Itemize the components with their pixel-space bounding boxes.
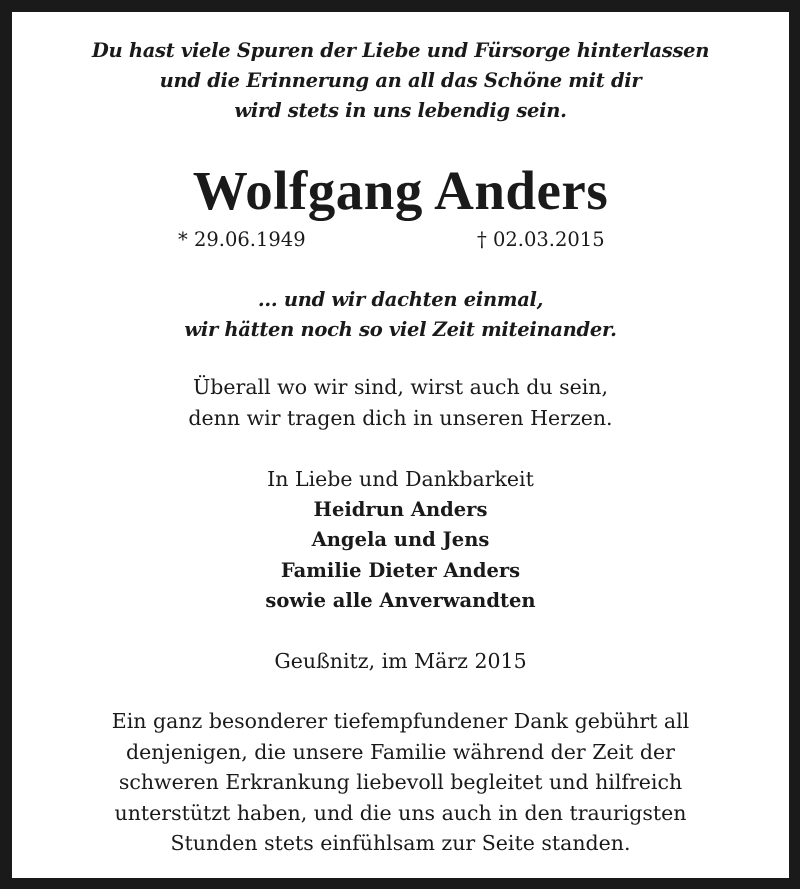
thanks-line: denjenigen, die unsere Familie während der Zeit der: [126, 740, 675, 764]
opening-quote-line-2: und die Erinnerung an all das Schöne mit dir: [159, 69, 642, 92]
death-date: † 02.03.2015: [477, 228, 605, 251]
verse-line-2: denn wir tragen dich in unseren Herzen.: [188, 406, 613, 430]
mourner-name: Angela und Jens: [311, 528, 490, 551]
mourners-intro: In Liebe und Dankbarkeit: [267, 467, 534, 491]
thanks-line: Stunden stets einfühlsam zur Seite standen.: [170, 831, 631, 855]
mourner-name: Familie Dieter Anders: [280, 559, 521, 582]
thanks-line: schweren Erkrankung liebevoll begleitet und hilfreich: [118, 770, 683, 794]
mourner-name: sowie alle Anverwandten: [265, 589, 536, 612]
deceased-name: Wolfgang Anders: [192, 160, 609, 221]
verse-line-1: Überall wo wir sind, wirst auch du sein,: [192, 375, 608, 399]
second-quote-line-1: ... und wir dachten einmal,: [257, 288, 544, 311]
second-quote-line-2: wir hätten noch so viel Zeit miteinander.: [184, 318, 617, 341]
place-date: Geußnitz, im März 2015: [274, 649, 527, 673]
opening-quote-line-3: wird stets in uns lebendig sein.: [234, 99, 567, 122]
birth-date: * 29.06.1949: [178, 228, 306, 251]
thanks-line: Ein ganz besonderer tiefempfundener Dank gebührt all: [111, 709, 690, 733]
thanks-line: unterstützt haben, und die uns auch in den traurigsten: [114, 801, 687, 825]
opening-quote-line-1: Du hast viele Spuren der Liebe und Fürsorge hinterlassen: [91, 39, 710, 62]
mourner-name: Heidrun Anders: [313, 498, 488, 521]
